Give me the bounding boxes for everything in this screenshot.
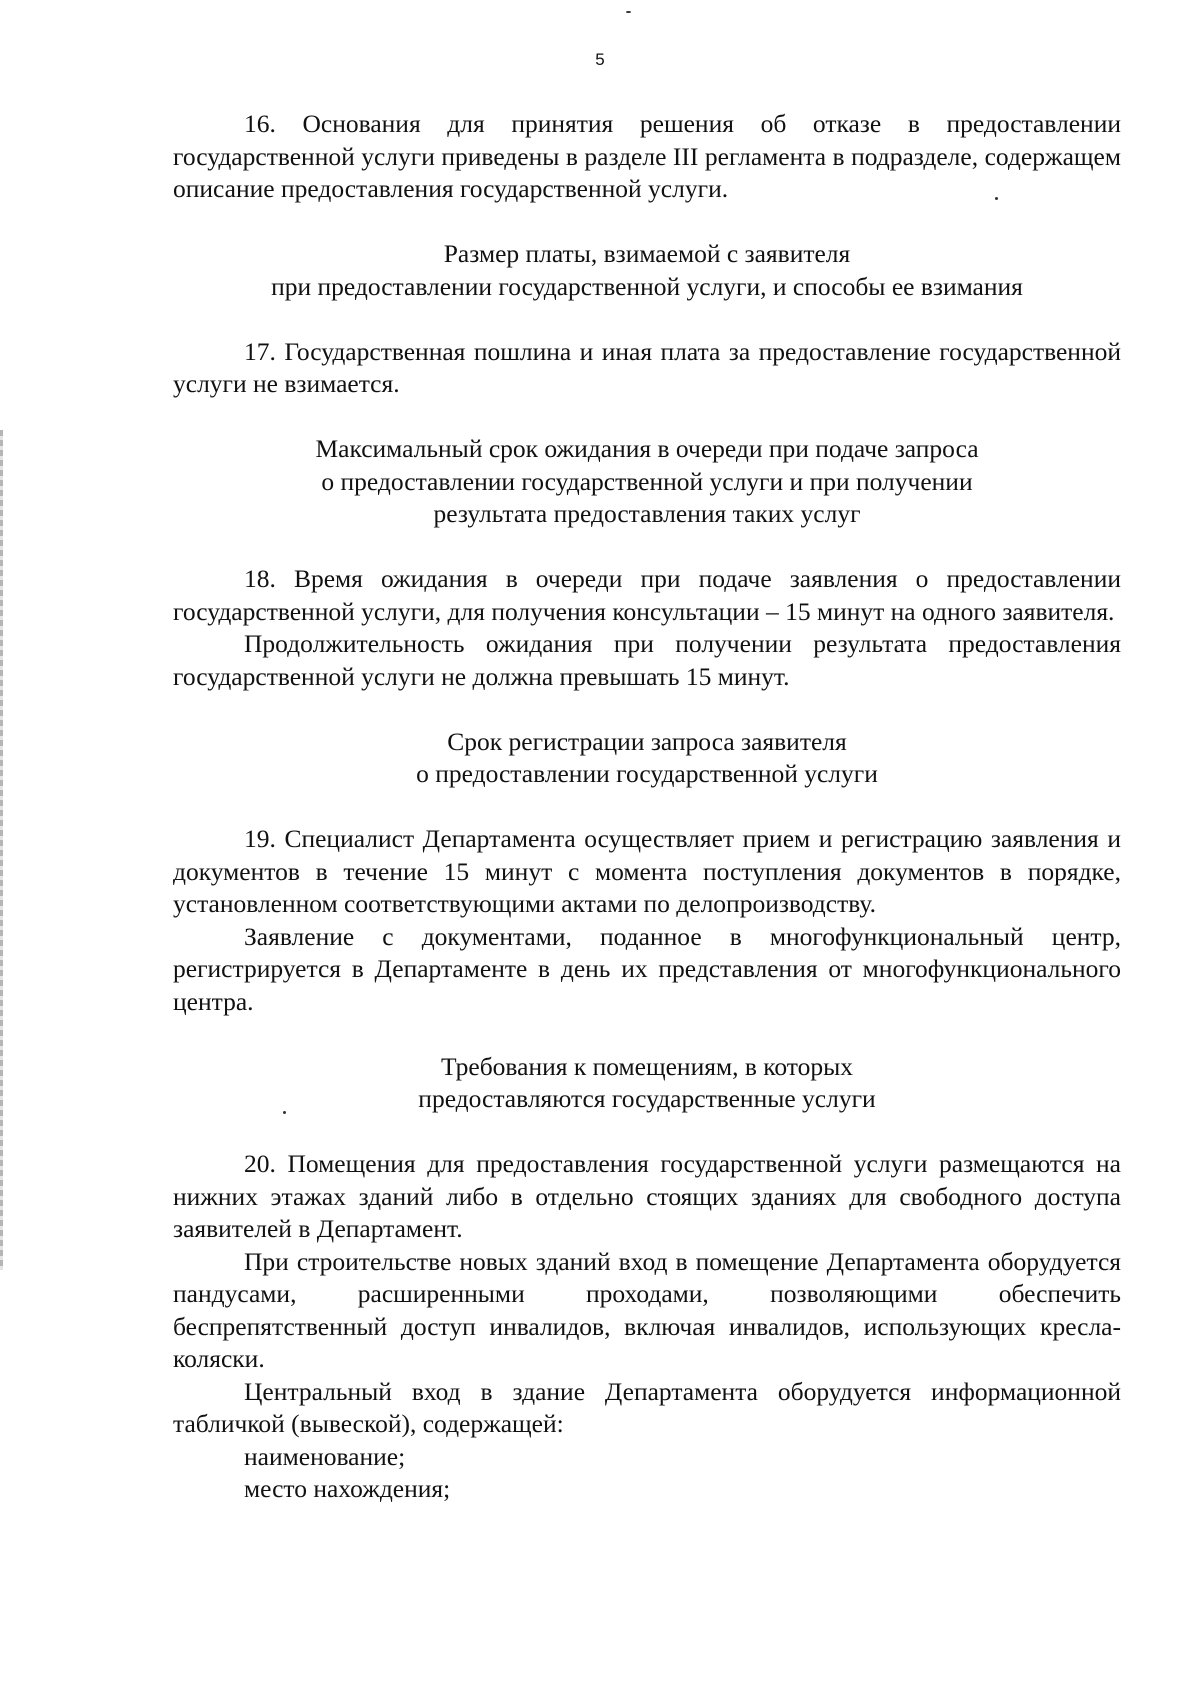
section-heading-line: Максимальный срок ожидания в очереди при подаче запроса xyxy=(315,434,979,463)
paragraph-gap xyxy=(173,693,1121,726)
section-heading-line: при предоставлении государственной услуги, и способы ее взимания xyxy=(271,271,1023,301)
document-body xyxy=(173,108,1121,1506)
list-item: наименование; xyxy=(244,1441,406,1471)
section-heading-line: Срок регистрации запроса заявителя xyxy=(447,726,847,756)
paragraph: Продолжительность ожидания при получении результата предоставления государственной услуги не должна превышать 15 минут. xyxy=(173,629,1121,691)
section-heading-line: результата предоставления таких услуг xyxy=(433,499,861,528)
paragraph: Центральный вход в здание Департамента оборудуется информационной табличкой (вывеской), содержащей: xyxy=(173,1376,1121,1438)
scan-edge-artifact xyxy=(0,430,3,1270)
paragraph: 18. Время ожидания в очереди при подаче заявления о предоставлении государственной услуги, для получения консультации – 15 минут на одного заявителя. xyxy=(173,564,1121,626)
paragraph: Заявление с документами, поданное в многофункциональный центр, регистрируется в Департаменте в день их представления от многофункционального центра. xyxy=(173,921,1121,1016)
paragraph-gap xyxy=(173,206,1121,239)
section-heading xyxy=(173,726,1121,791)
paragraph-gap xyxy=(173,531,1121,564)
paragraph: При строительстве новых зданий вход в помещение Департамента оборудуется пандусами, расширенными проходами, позволяющими обеспечить беспрепятственный доступ инвалидов, включая инвалидов, использующих кресла-коляски. xyxy=(173,1246,1121,1373)
scan-speck xyxy=(626,11,631,13)
section-heading-line: Требования к помещениям, в которых xyxy=(441,1051,853,1081)
section-heading xyxy=(173,433,1121,531)
paragraph-gap xyxy=(173,1116,1121,1149)
section-heading xyxy=(173,238,1121,303)
section-heading-line: предоставляются государственные услуги xyxy=(418,1084,876,1113)
paragraph: 16. Основания для принятия решения об отказе в предоставлении государственной услуги приведены в разделе III регламента в подразделе, содержащем описание предоставления государственной услуги. xyxy=(173,109,1121,203)
list-item: место нахождения; xyxy=(244,1474,451,1503)
section-heading xyxy=(173,1051,1121,1116)
paragraph-gap xyxy=(173,1018,1121,1051)
paragraph: 17. Государственная пошлина и иная плата за предоставление государственной услуги не взимается. xyxy=(173,336,1121,398)
paragraph-gap xyxy=(173,791,1121,824)
paragraph-gap xyxy=(173,401,1121,434)
section-heading-line: о предоставлении государственной услуги и при получении xyxy=(321,466,973,496)
paragraph-gap xyxy=(173,303,1121,336)
paragraph: 19. Специалист Департамента осуществляет прием и регистрацию заявления и документов в течение 15 минут с момента поступления документов в порядке, установленном соответствующими актами по делопроизводству. xyxy=(173,824,1121,918)
section-heading-line: о предоставлении государственной услуги xyxy=(416,759,878,788)
paragraph: 20. Помещения для предоставления государственной услуги размещаются на нижних этажах зданий либо в отдельно стоящих зданиях для свободного доступа заявителей в Департамент. xyxy=(173,1149,1121,1243)
section-heading-line: Размер платы, взимаемой с заявителя xyxy=(443,239,851,268)
page-number: 5 xyxy=(595,50,605,69)
